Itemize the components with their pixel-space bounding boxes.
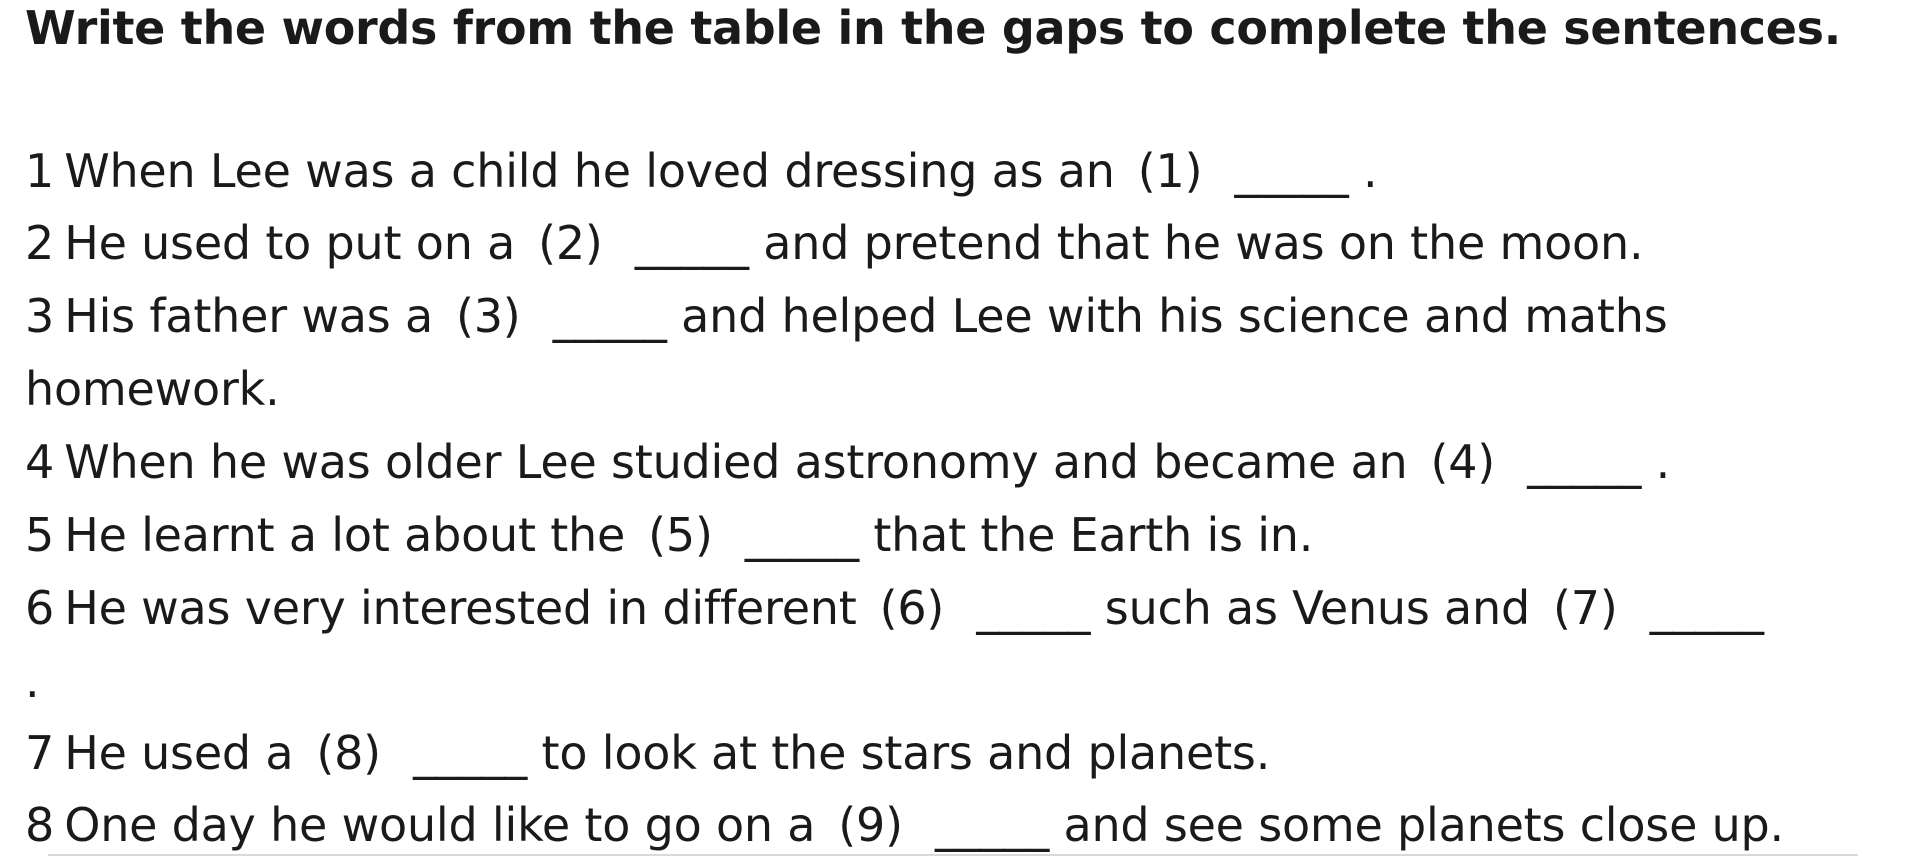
answer-blank[interactable]: _____ — [634, 216, 749, 270]
sentence-text: that the Earth is in. — [858, 508, 1314, 562]
sentence-text: He learnt a lot about the — [64, 508, 626, 562]
sentence-8 — [25, 797, 1784, 853]
answer-blank[interactable]: _____ — [552, 289, 667, 343]
sentence-6-continuation: . — [25, 654, 40, 708]
sentence-3-continuation: homework. — [25, 362, 280, 416]
gap-label: (3) — [455, 289, 521, 343]
answer-blank[interactable]: _____ — [744, 508, 859, 562]
gap-label: (2) — [538, 216, 603, 270]
sentence-number: 2 — [25, 216, 55, 270]
gap-label: (1) — [1137, 144, 1203, 198]
sentence-text: When he was older Lee studied astronomy and became an — [64, 435, 1408, 489]
sentence-text: and helped Lee with his science and maths — [666, 289, 1668, 343]
gap-label: (5) — [648, 508, 713, 562]
sentence-text: He used to put on a — [64, 216, 516, 270]
sentence-number: 3 — [25, 289, 55, 343]
sentence-1 — [25, 143, 1377, 199]
sentence-text: to look at the stars and planets. — [527, 726, 1271, 780]
sentence-text: When Lee was a child he loved dressing as an — [64, 144, 1115, 198]
sentence-number: 8 — [25, 798, 55, 852]
gap-label: (6) — [879, 581, 945, 635]
sentence-7 — [25, 725, 1270, 781]
gap-label: (7) — [1553, 581, 1618, 635]
sentence-text: and pretend that he was on the moon. — [748, 216, 1644, 270]
answer-blank[interactable]: _____ — [413, 726, 528, 780]
gap-label: (8) — [316, 726, 381, 780]
gap-label: (4) — [1430, 435, 1496, 489]
sentence-text: He used a — [64, 726, 294, 780]
sentence-number: 4 — [25, 435, 55, 489]
answer-blank[interactable]: _____ — [1527, 435, 1642, 489]
gap-label: (9) — [838, 798, 903, 852]
sentence-text: His father was a — [64, 289, 433, 343]
sentence-text: One day he would like to go on a — [64, 798, 816, 852]
sentence-text: and see some planets close up. — [1049, 798, 1784, 852]
sentence-3 — [25, 288, 1667, 344]
sentence-text: . — [1348, 144, 1378, 198]
sentence-number: 6 — [25, 581, 55, 635]
sentence-text: He was very interested in different — [64, 581, 857, 635]
sentence-5 — [25, 507, 1313, 563]
sentence-number: 1 — [25, 144, 55, 198]
sentence-number: 5 — [25, 508, 55, 562]
answer-blank[interactable]: _____ — [935, 798, 1050, 852]
sentence-text: such as Venus and — [1090, 581, 1530, 635]
sentence-4 — [25, 434, 1670, 490]
sentence-6 — [25, 580, 1764, 636]
answer-blank[interactable]: _____ — [1649, 581, 1764, 635]
answer-blank[interactable]: _____ — [976, 581, 1091, 635]
sentence-number: 7 — [25, 726, 55, 780]
answer-blank[interactable]: _____ — [1234, 144, 1349, 198]
sentence-text: . — [1641, 435, 1671, 489]
instruction-heading: Write the words from the table in the gaps to complete the sentences. — [25, 1, 1841, 55]
sentence-2 — [25, 215, 1643, 271]
